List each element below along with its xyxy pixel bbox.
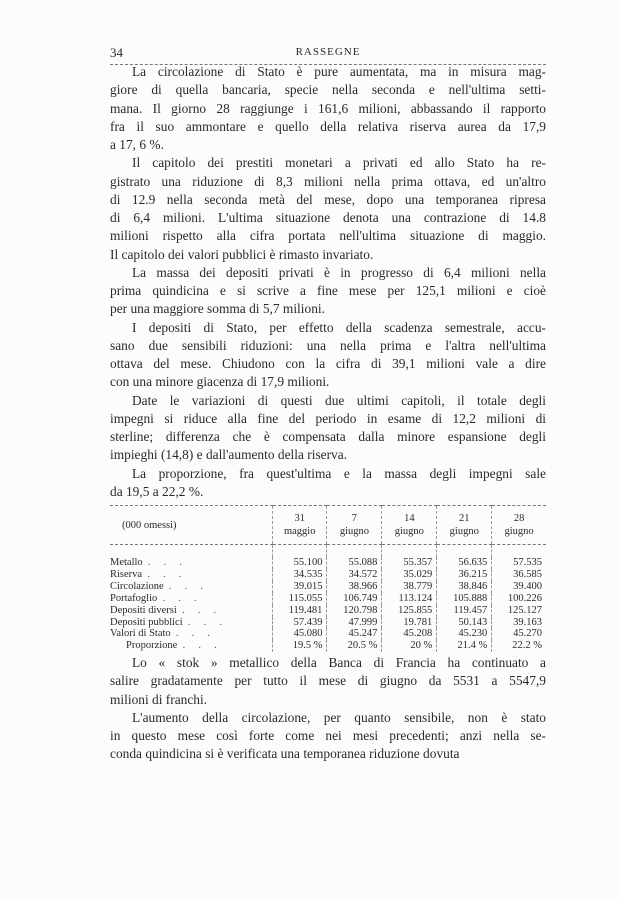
table-cell: 125.127 (492, 605, 546, 617)
table-row (110, 557, 546, 569)
table-cell: 35.029 (382, 569, 437, 581)
text-line: a 17, 6 %. (110, 137, 164, 152)
table-cell: 39.163 (492, 617, 546, 629)
table-cell: 20.5 % (327, 640, 382, 652)
row-label: Depositi pubblici . . . (110, 616, 222, 628)
row-label: Circolazione . . . (110, 580, 204, 592)
text-line: Il capitolo dei prestiti monetari a privati ed allo Stato ha re- (132, 155, 546, 171)
row-label: Proporzione . . . (126, 640, 217, 652)
body-text-bottom (110, 654, 546, 764)
table-cell: 19.5 % (273, 640, 327, 652)
table-cell: 45.080 (273, 628, 327, 640)
page-header (110, 45, 546, 63)
table-cell: 57.535 (492, 557, 546, 569)
table-cell: 105.888 (437, 593, 492, 605)
table-cell: 38.779 (382, 581, 437, 593)
table-cell: 55.100 (273, 557, 327, 569)
page-number: 34 (110, 45, 123, 60)
table-cell: 39.015 (273, 581, 327, 593)
text-line: conda quindicina si è verificata una temporanea riduzione dovuta (110, 746, 460, 762)
text-line: La circolazione di Stato è pure aumentata, ma in misura mag- (132, 64, 546, 79)
body-text-top (110, 63, 546, 501)
text-line: fra il suo ammontare e quello della relativa riserva aurea da 17,9 (110, 118, 546, 134)
table-row (110, 605, 546, 617)
row-label: Riserva . . . (110, 568, 182, 580)
table-row (110, 569, 546, 581)
table-cell: 38.966 (327, 581, 382, 593)
text-line: con una minore giacenza di 17,9 milioni. (110, 374, 330, 390)
table-row (110, 617, 546, 629)
text-line: Lo « stok » metallico della Banca di Francia ha continuato a (132, 655, 546, 670)
table-cell: 119.481 (273, 605, 327, 617)
text-line: L'aumento della circolazione, per quanto sensibile, non è stato (132, 709, 546, 725)
table-row (110, 628, 546, 640)
column-header: 28 giugno (492, 506, 546, 545)
text-line: Date le variazioni di questi due ultimi capitoli, il totale degli (132, 392, 546, 408)
table-cell: 45.247 (327, 628, 382, 640)
text-line: Il capitolo dei valori pubblici è rimasto invariato. (110, 246, 374, 262)
text-line: La massa dei depositi privati è in progresso di 6,4 milioni nella (132, 264, 546, 280)
table-cell: 47.999 (327, 617, 382, 629)
column-header: 21 giugno (437, 506, 492, 545)
table-cell: 125.855 (382, 605, 437, 617)
table-cell: 45.270 (492, 628, 546, 640)
table-cell: 22.2 % (492, 640, 546, 652)
text-line: di 12.9 nella seconda metà del mese, dopo una temporanea ripresa (110, 191, 546, 207)
text-line: sano due sensibili riduzioni: una nella prima e l'altra nell'ultima (110, 337, 546, 353)
table-cell: 55.357 (382, 557, 437, 569)
table-row (110, 640, 546, 652)
table-header-row (110, 506, 546, 545)
text-line: impegni si riduce alla fine del periodo in esame di 12,2 milioni di (110, 410, 546, 426)
table-cell: 113.124 (382, 593, 437, 605)
table-cell: 34.572 (327, 569, 382, 581)
table-cell: 120.798 (327, 605, 382, 617)
row-label: Metallo . . . (110, 557, 183, 568)
table-cell: 45.230 (437, 628, 492, 640)
table-cell: 50.143 (437, 617, 492, 629)
table-cell: 45.208 (382, 628, 437, 640)
table-cell: 57.439 (273, 617, 327, 629)
bank-statement-table (110, 505, 546, 652)
table-cell: 34.535 (273, 569, 327, 581)
table-cell: 56.635 (437, 557, 492, 569)
text-line: in questo mese così forte come nei mesi precedenti; anzi nella se- (110, 728, 546, 743)
table-cell: 36.215 (437, 569, 492, 581)
unit-note: (000 omessi) (110, 506, 273, 545)
text-line: da 19,5 a 22,2 %. (110, 483, 204, 499)
table-cell: 55.088 (327, 557, 382, 569)
text-line: gistrato una riduzione di 8,3 milioni nella prima ottava, ed un'altro (110, 173, 546, 189)
text-line: giore di quella bancaria, specie nella seconda e nell'ultima setti- (110, 82, 546, 98)
text-line: salire gradatamente per tutto il mese di giugno da 5531 a 5547,9 (110, 673, 546, 689)
column-header: 14 giugno (382, 506, 437, 545)
table-cell: 115.055 (273, 593, 327, 605)
text-line: I depositi di Stato, per effetto della scadenza semestrale, accu- (132, 319, 546, 335)
table-cell: 106.749 (327, 593, 382, 605)
text-line: impieghi (14,8) e dall'aumento della riserva. (110, 447, 348, 463)
table-cell: 21.4 % (437, 640, 492, 652)
text-line: per una maggiore somma di 5,7 milioni. (110, 301, 325, 317)
text-line: mana. Il giorno 28 raggiunge i 161,6 milioni, abbassando il rapporto (110, 100, 546, 116)
table-cell: 39.400 (492, 581, 546, 593)
text-line: milioni rispetto alla cifra portata nell'ultima situazione di maggio. (110, 228, 546, 244)
text-line: prima quindicina e si scrive a fine mese per 125,1 milioni e cioè (110, 283, 546, 298)
text-line: milioni di franchi. (110, 691, 208, 707)
table-cell: 20 % (382, 640, 437, 652)
table-cell: 19.781 (382, 617, 437, 629)
running-title: RASSEGNE (295, 46, 361, 58)
column-header: 7 giugno (327, 506, 382, 545)
table-row (110, 593, 546, 605)
text-line: di 6,4 milioni. L'ultima situazione denota una contrazione di 14.8 (110, 210, 546, 225)
table-cell: 100.226 (492, 593, 546, 605)
table-cell: 36.585 (492, 569, 546, 581)
row-label: Valori di Stato . . . (110, 628, 211, 640)
text-line: ottava del mese. Chiudono con la cifra di 39,1 milioni vale a dire (110, 356, 546, 371)
column-header: 31 maggio (273, 506, 327, 545)
row-label: Depositi diversi . . . (110, 604, 217, 616)
text-line: La proporzione, fra quest'ultima e la massa degli impegni sale (132, 465, 546, 481)
row-label: Portafoglio . . . (110, 592, 197, 604)
table-cell: 119.457 (437, 605, 492, 617)
text-line: sterline; differenza che è compensata dalla minore espansione degli (110, 429, 546, 444)
table-row (110, 581, 546, 593)
table-cell: 38.846 (437, 581, 492, 593)
